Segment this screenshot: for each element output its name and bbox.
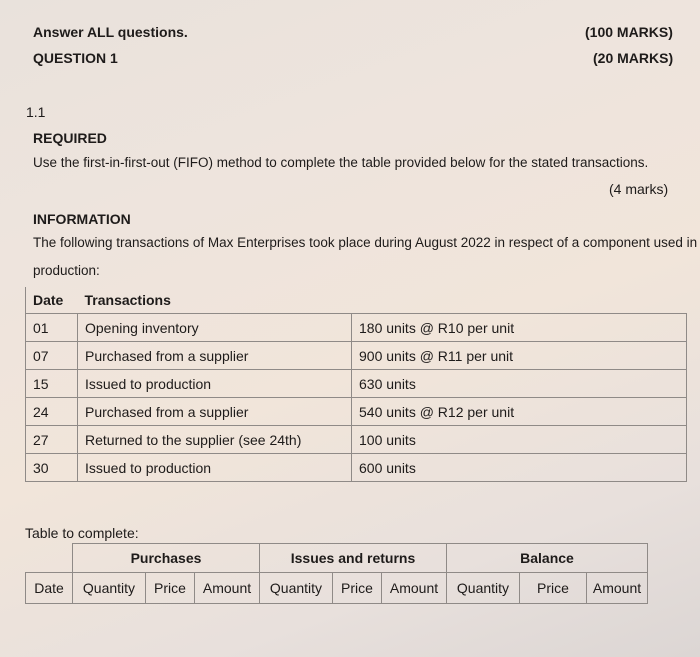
transaction-units: 900 units @ R11 per unit [352, 342, 687, 370]
transaction-description: Purchased from a supplier [78, 398, 352, 426]
group-balance: Balance [447, 544, 648, 573]
col-purchases-amount: Amount [195, 573, 260, 604]
group-issues-returns: Issues and returns [260, 544, 447, 573]
question-marks: (20 MARKS) [593, 50, 674, 66]
transaction-row [26, 370, 687, 398]
transaction-description: Returned to the supplier (see 24th) [78, 426, 352, 454]
information-heading: INFORMATION [33, 211, 131, 227]
section-number: 1.1 [26, 104, 46, 120]
col-purchases-quantity: Quantity [73, 573, 146, 604]
transactions-table [25, 287, 687, 482]
transaction-date: 01 [26, 314, 78, 342]
transaction-units: 630 units [352, 370, 687, 398]
col-issues-amount: Amount [382, 573, 447, 604]
column-header-row [26, 573, 648, 604]
completion-table-caption: Table to complete: [25, 525, 139, 541]
group-purchases: Purchases [73, 544, 260, 573]
col-date: Date [26, 573, 73, 604]
col-purchases-price: Price [146, 573, 195, 604]
transaction-units: 540 units @ R12 per unit [352, 398, 687, 426]
transaction-description: Opening inventory [78, 314, 352, 342]
transaction-row [26, 398, 687, 426]
required-marks: (4 marks) [609, 181, 669, 197]
transaction-date: 30 [26, 454, 78, 482]
header-date: Date [26, 287, 78, 314]
col-balance-amount: Amount [587, 573, 648, 604]
required-text: Use the first-in-first-out (FIFO) method to complete the table provided below for the stated transactions. [33, 155, 649, 170]
transaction-units: 100 units [352, 426, 687, 454]
transaction-date: 07 [26, 342, 78, 370]
transaction-description: Purchased from a supplier [78, 342, 352, 370]
group-header-row [26, 544, 648, 573]
transaction-row [26, 342, 687, 370]
transaction-date: 27 [26, 426, 78, 454]
required-heading: REQUIRED [33, 130, 107, 146]
transaction-row [26, 454, 687, 482]
group-header-blank [26, 544, 73, 573]
fifo-completion-table [25, 543, 648, 604]
transaction-row [26, 426, 687, 454]
information-text-line1: The following transactions of Max Enterprises took place during August 2022 in respect of a component used in [33, 235, 698, 250]
transactions-header-row [26, 287, 687, 314]
information-text-line2: production: [33, 263, 100, 278]
transaction-units: 600 units [352, 454, 687, 482]
question-label: QUESTION 1 [33, 50, 118, 66]
transaction-description: Issued to production [78, 370, 352, 398]
total-marks: (100 MARKS) [585, 24, 673, 40]
transaction-units: 180 units @ R10 per unit [352, 314, 687, 342]
col-balance-price: Price [520, 573, 587, 604]
header-units-blank [352, 287, 687, 314]
col-issues-quantity: Quantity [260, 573, 333, 604]
transaction-description: Issued to production [78, 454, 352, 482]
col-issues-price: Price [333, 573, 382, 604]
instruction-text: Answer ALL questions. [33, 24, 188, 40]
transaction-date: 15 [26, 370, 78, 398]
transaction-row [26, 314, 687, 342]
transaction-date: 24 [26, 398, 78, 426]
col-balance-quantity: Quantity [447, 573, 520, 604]
header-transactions: Transactions [84, 292, 171, 308]
